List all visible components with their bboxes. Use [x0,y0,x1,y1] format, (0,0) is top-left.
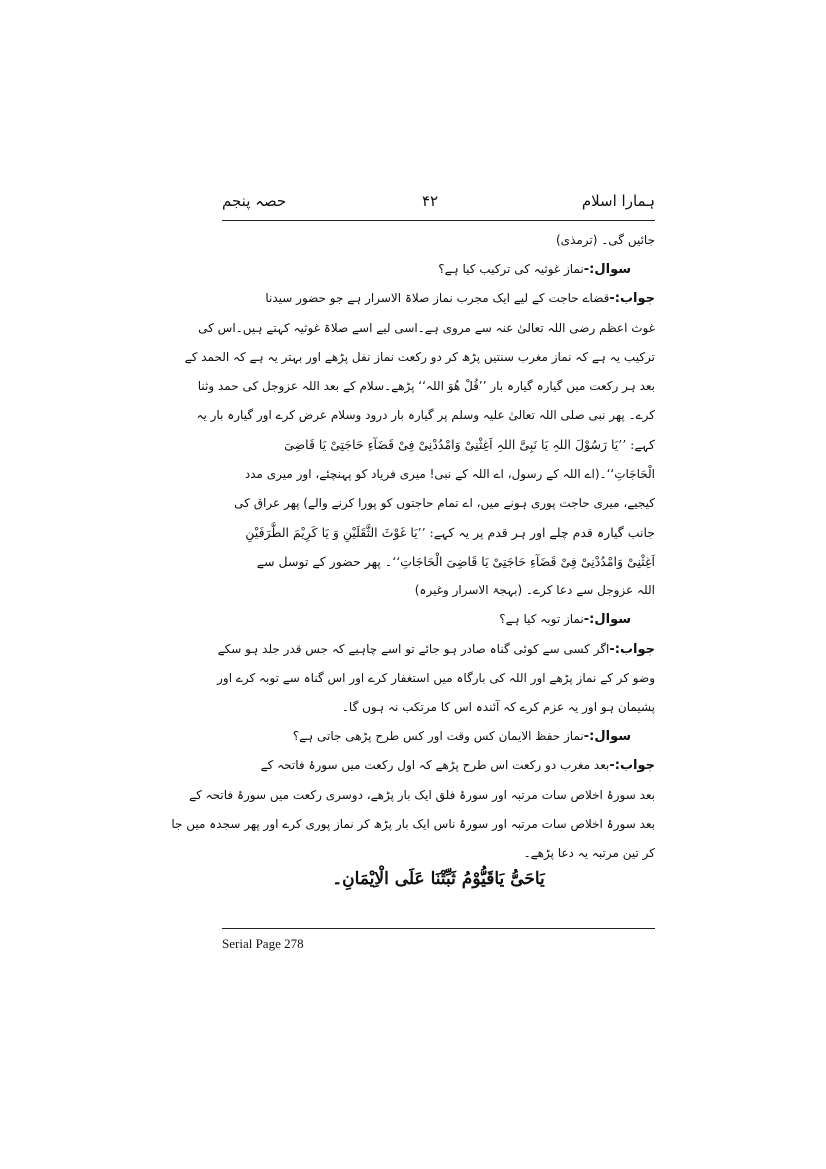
line-text: الْحَاجَاتِ‘‘۔(اے اللہ کے رسول، اے اللہ کے نبی! میری فریاد کو پہنچئے، اور میری مدد [244,466,655,481]
text-line [184,343,655,372]
answer-label: جواب:- [609,758,655,774]
line-text: کہے: ’’یَا رَسُوْلَ اللہِ یَا نَبِیَّ اللہِ اَغِثْنِیْ وَامْدُدْنِیْ فِیْ قَضَآءِ حَاجَتِیْ یَا قَاضِیَ [284,437,655,453]
text-line [222,430,655,459]
page-header [222,188,655,221]
text-line [222,576,655,605]
line-text: کر تین مرتبہ یہ دعا پڑھے۔ [523,845,655,860]
answer-label: جواب:- [609,291,655,307]
book-title: ہمارا اسلام [581,192,655,210]
page-body [171,226,655,868]
closing-dua: یَاحَیُّ یَاقَیُّوْمُ ثَبِّتْنَا عَلَی الْاِیْمَانِ۔ [332,869,545,889]
question-label: سوال:- [583,729,631,745]
text-line [197,372,655,401]
line-text: بعد مغرب دو رکعت اس طرح پڑھے کہ اول رکعت میں سورۂ فاتحہ کے [260,758,610,773]
text-line [222,605,655,634]
text-line [217,664,655,693]
line-text: بعد سورۂ اخلاص سات مرتبہ اور سورۂ فلق ایک بار پڑھے، دوسری رکعت میں سورۂ فاتحہ کے [189,787,655,802]
line-text: وضو کر کے نماز پڑھے اور اللہ کی بارگاہ میں استغفار کرے اور اس گناہ سے توبہ کرے اور [217,670,655,685]
part-label: حصہ پنجم [222,192,287,210]
line-text: غوث اعظم رضی اللہ تعالیٰ عنہ سے مروی ہے۔اسی لیے اسے صلاۃ غوثیہ کہتے ہیں۔اس کی [198,320,655,335]
line-text: جائیں گی۔ (ترمذی) [556,233,655,247]
line-text: ترکیب یہ ہے کہ نماز مغرب سنتیں پڑھ کر دو رکعت نماز نفل پڑھے اور بہتر یہ ہے کہ الحمد کے [184,349,655,364]
question-label: سوال:- [583,262,631,278]
line-text: کیجیے، میری حاجت پوری ہونے میں، اے تمام حاجتوں کو پورا کرنے والے) پھر عراق کی [234,495,655,510]
text-line [222,255,655,284]
line-text: بعد ہر رکعت میں گیارہ گیارہ بار ’’قُلْ ھُوَ اللہ‘‘ پڑھے۔سلام کے بعد اللہ عزوجل کی حمد وثنا [197,378,655,393]
line-text: نماز غوثیہ کی ترکیب کیا ہے؟ [438,262,584,277]
text-line [222,547,655,576]
text-line [222,751,655,780]
line-text: نماز حفظ الایمان کس وقت اور کس طرح پڑھی جاتی ہے؟ [292,729,584,744]
text-line [196,401,655,430]
text-line [222,693,655,722]
text-line [222,722,655,751]
text-line [217,635,655,664]
question-label: سوال:- [583,612,631,628]
page-number: ۴۲ [422,192,439,210]
text-line [222,518,655,547]
line-text: پشیمان ہو اور یہ عزم کرے کہ آئندہ اس کا مرتکب نہ ہوں گا۔ [341,700,655,714]
serial-page: Serial Page 278 [222,936,304,951]
line-text: نماز توبہ کیا ہے؟ [499,612,584,627]
answer-label: جواب:- [609,641,655,657]
book-page [171,188,655,968]
text-line [198,314,655,343]
line-text: بعد سورۂ اخلاص سات مرتبہ اور سورۂ ناس ایک بار پڑھ کر نماز پوری کرے اور پھر سجدہ میں جا [171,816,655,831]
text-line [171,810,655,839]
text-line [189,781,655,810]
line-text: قضاے حاجت کے لیے ایک مجرب نماز صلاۃ الاسرار ہے جو حضور سیدنا [265,291,610,306]
line-text: جانب گیارہ قدم چلے اور ہر قدم پر یہ کہے: ’’یَا غَوْثَ الثَّقَلَیْنِ وَ یَا کَرِیْمَ الطَّرَفَیْنِ [245,524,655,540]
footer-rule [222,928,655,929]
line-text: اگر کسی سے کوئی گناہ صادر ہو جائے تو اسے چاہیے کہ جس قدر جلد ہو سکے [217,641,610,656]
text-line [222,284,655,313]
text-line [222,489,655,518]
text-line [222,226,655,255]
text-line [222,839,655,868]
line-text: اَغِثْنِیْ وَامْدُدْنِیْ فِیْ قَضَآءِ حَاجَتِیْ یَا قَاضِیَ الْحَاجَاتِ‘‘۔ پھر حضور کے توسل سے [256,554,655,570]
line-text: اللہ عزوجل سے دعا کرے۔ (بہجۃ الاسرار وغیرہ) [414,583,655,598]
line-text: کرے۔ پھر نبی صلی اللہ تعالیٰ علیہ وسلم پر گیارہ بار درود وسلام عرض کرے اور گیارہ بار یہ [196,408,655,423]
text-line [222,460,655,489]
